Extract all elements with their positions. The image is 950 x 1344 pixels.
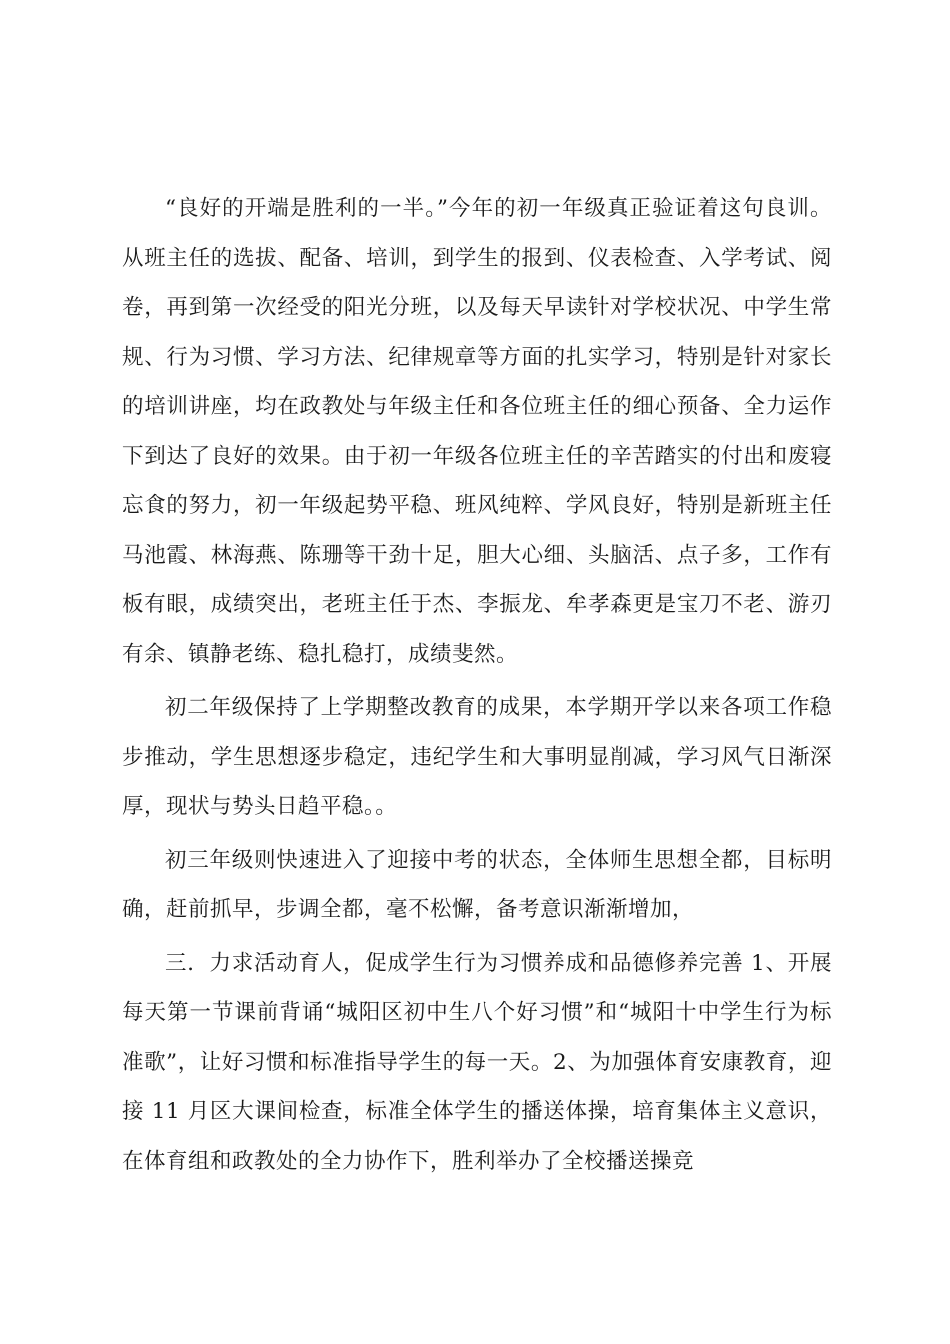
paragraph-grade-one: “良好的开端是胜利的一半。”今年的初一年级真正验证着这句良训。从班主任的选拔、配备、培训，到学生的报到、仪表检查、入学考试、阅卷，再到第一次经受的阳光分班，以及每天早读针对学校状况、中学生常规、行为习惯、学习方法、纪律规章等方面的扎实学习，特别是针对家长的培训讲座，均在政教处与年级主任和各位班主任的细心预备、全力运作下到达了良好的效果。由于初一年级各位班主任的辛苦踏实的付出和废寝忘食的努力，初一年级起势平稳、班风纯粹、学风良好，特别是新班主任马池霞、林海燕、陈珊等干劲十足，胆大心细、头脑活、点子多，工作有板有眼，成绩突出，老班主任于杰、李振龙、牟孝森更是宝刀不老、游刃有余、镇静老练、稳扎稳打，成绩斐然。 (122, 196, 832, 667)
paragraph-grade-three: 初三年级则快速进入了迎接中考的状态，全体师生思想全都，目标明确，赶前抓早，步调全都，毫不松懈，备考意识渐渐增加， (122, 847, 832, 922)
paragraph-grade-two: 初二年级保持了上学期整改教育的成果，本学期开学以来各项工作稳步推动，学生思想逐步稳定，违纪学生和大事明显削减，学习风气日渐深厚，现状与势头日趋平稳。。 (122, 695, 832, 819)
document-body (122, 184, 832, 1190)
paragraph-activities: 三．力求活动育人，促成学生行为习惯养成和品德修养完善 1、开展每天第一节课前背诵“城阳区初中生八个好习惯”和“城阳十中学生行为标准歌”，让好习惯和标准指导学生的每一天。2、为加强体育安康教育，迎接 11 月区大课间检查，标准全体学生的播送体操，培育集体主义意识，在体育组和政教处的全力协作下，胜利举办了全校播送操竞 (122, 950, 832, 1174)
